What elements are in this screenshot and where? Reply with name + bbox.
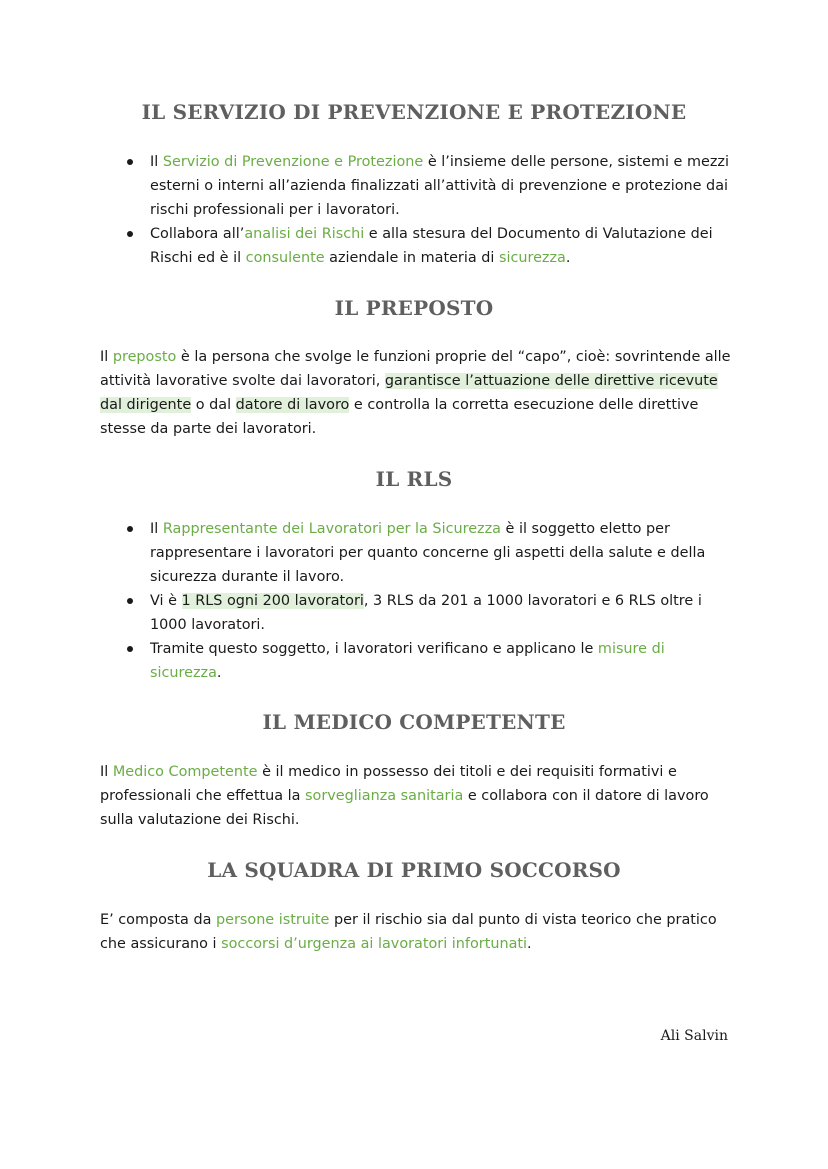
term-persone-istruite: persone istruite — [215, 912, 330, 928]
signature: Ali Salvin — [660, 1028, 728, 1044]
spp-bullet-2: Collabora all’analisi dei Rischi e alla stesura del Documento di Valutazione dei Rischi ed è il consulente aziendale in materia di sicurezza. — [150, 222, 740, 270]
spp-list — [150, 150, 740, 270]
spp-bullet-1: Il Servizio di Prevenzione e Protezione è l’insieme delle persone, sistemi e mezzi esterni o interni all’azienda finalizzati all’attività di prevenzione e protezione dai rischi professionali per i lavoratori. — [150, 150, 740, 222]
heading-squadra: LA SQUADRA DI PRIMO SOCCORSO — [207, 858, 621, 882]
term-spp: Servizio di Prevenzione e Protezione — [162, 154, 424, 170]
medico-paragraph: Il Medico Competente è il medico in possesso dei titoli e dei requisiti formativi e professionali che effettua la sorveglianza sanitaria e collabora con il datore di lavoro sulla valutazione dei Rischi. — [100, 764, 709, 828]
rls-bullet-2: Vi è 1 RLS ogni 200 lavoratori, 3 RLS da 201 a 1000 lavoratori e 6 RLS oltre i 1000 lavoratori. — [150, 589, 740, 637]
term-consulente: consulente — [245, 250, 325, 266]
highlight-datore: datore di lavoro — [235, 397, 350, 413]
highlight-direttive: garantisce l’attuazione delle direttive ricevute dal dirigente — [100, 373, 718, 413]
term-preposto: preposto — [112, 349, 177, 365]
term-medico: Medico Competente — [112, 764, 258, 780]
squadra-paragraph: E’ composta da persone istruite per il rischio sia dal punto di vista teorico che pratico che assicurano i soccorsi d’urgenza ai lavoratori infortunati. — [100, 912, 717, 952]
heading-rls: IL RLS — [375, 467, 453, 491]
rls-bullet-3: Tramite questo soggetto, i lavoratori verificano e applicano le misure di sicurezza. — [150, 637, 740, 685]
heading-preposto: IL PREPOSTO — [334, 296, 494, 320]
heading-medico: IL MEDICO COMPETENTE — [262, 710, 566, 734]
term-sorveglianza: sorveglianza sanitaria — [305, 788, 464, 804]
preposto-paragraph: Il preposto è la persona che svolge le funzioni proprie del “capo”, cioè: sovrintende alle attività lavorative svolte dai lavoratori, garantisce l’attuazione delle direttive ricevute dal dirigente o dal datore di lavoro e controlla la corretta esecuzione delle direttive stesse da parte dei lavoratori. — [100, 349, 731, 437]
term-analisi-rischi: analisi dei Rischi — [244, 226, 365, 242]
term-sicurezza: sicurezza — [498, 250, 566, 266]
highlight-rls-ratio: 1 RLS ogni 200 lavoratori — [181, 593, 364, 609]
term-soccorsi: soccorsi d’urgenza ai lavoratori infortunati — [221, 936, 528, 952]
term-misure-sicurezza: misure di sicurezza — [150, 641, 665, 681]
heading-spp: IL SERVIZIO DI PREVENZIONE E PROTEZIONE — [141, 100, 687, 124]
rls-bullet-1: Il Rappresentante dei Lavoratori per la Sicurezza è il soggetto eletto per rappresentare i lavoratori per quanto concerne gli aspetti della salute e della sicurezza durante il lavoro. — [150, 517, 740, 589]
term-rls: Rappresentante dei Lavoratori per la Sicurezza — [162, 521, 501, 537]
rls-list — [150, 517, 740, 685]
